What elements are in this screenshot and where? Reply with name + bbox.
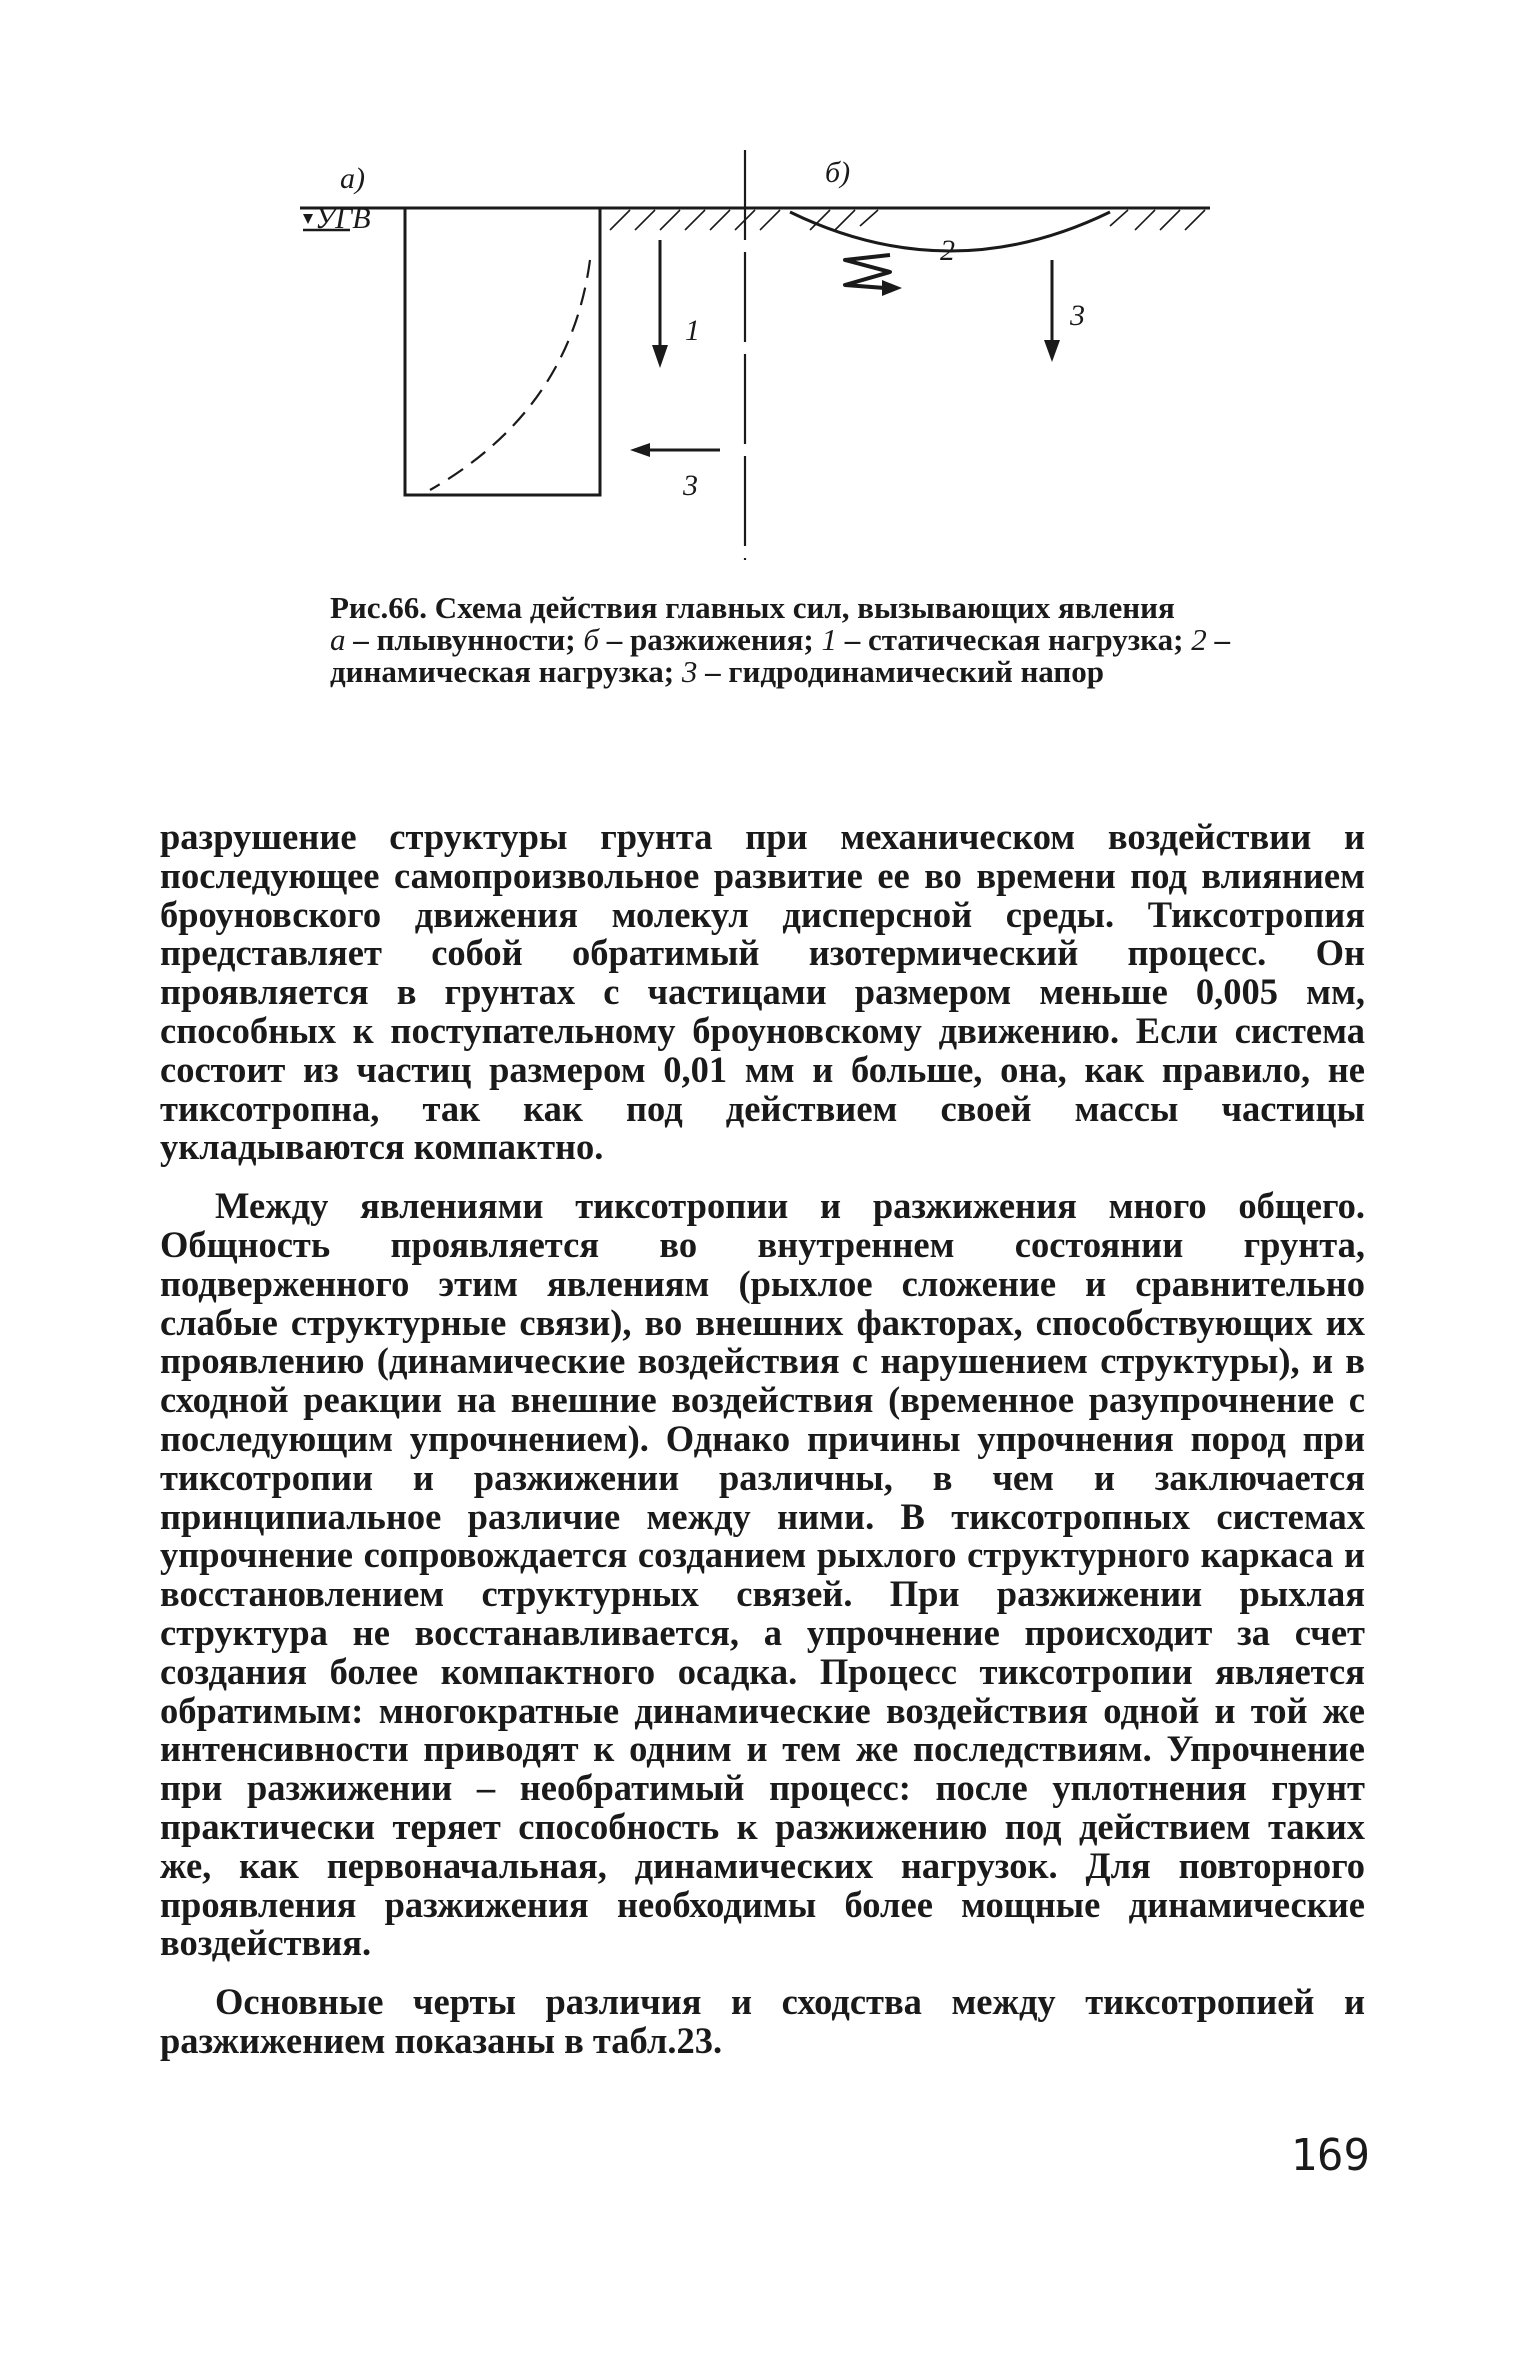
figure-66 — [290, 140, 1240, 560]
arrow-2-icon — [882, 280, 902, 296]
water-level-icon — [303, 214, 313, 224]
arrow-1-label: 1 — [685, 314, 700, 347]
pit-outline — [405, 208, 600, 495]
arrow-3-left-icon — [630, 443, 650, 457]
figure-caption — [330, 592, 1230, 688]
legend-3-text: – гидродинамический напор — [705, 654, 1104, 689]
slip-surface-curve — [430, 260, 590, 490]
figure-diagram — [290, 140, 1240, 560]
paragraph-table-reference: Основные черты различия и сходства между тиксотропией и разжижением показаны в табл.23. — [160, 1981, 1365, 2061]
legend-a-text: – плывунности; — [353, 622, 576, 657]
page-number: 169 — [1290, 2130, 1370, 2181]
caption-title: Рис.66. Схема действия главных сил, вызывающих явления — [330, 590, 1175, 625]
arrow-1-icon — [652, 345, 668, 368]
ugv-label: УГВ — [315, 202, 371, 235]
legend-2-number: 2 — [1191, 622, 1207, 657]
arrow-3-right-icon — [1044, 340, 1060, 362]
legend-1-number: 1 — [821, 622, 837, 657]
arrow-2-label: 2 — [940, 234, 955, 267]
soil-hatching — [610, 210, 1205, 230]
figure-label-a: а) — [340, 162, 365, 195]
arrow-3-right-label: 3 — [1070, 299, 1085, 332]
legend-2-text: – динамическая нагрузка; — [330, 622, 1230, 689]
legend-1-text: – статическая нагрузка; — [844, 622, 1184, 657]
legend-3-number: 3 — [681, 654, 698, 689]
caption-legend — [330, 624, 1230, 688]
figure-label-b: б) — [825, 156, 851, 189]
body-text — [160, 818, 1365, 2081]
legend-b-text: – разжижения; — [606, 622, 814, 657]
legend-b-letter: б — [583, 622, 599, 657]
arrow-3-left-label: 3 — [683, 469, 698, 502]
legend-a-letter: а — [330, 622, 346, 657]
paragraph-continued: разрушение структуры грунта при механическом воздействии и последующее самопроизвольное развитие ее во времени под влиянием броуновского движения молекул дисперсной среды. Тиксотропия представляет собой обратимый изотермический процесс. Он проявляется в грунтах с частицами размером меньше 0,005 мм, способных к поступательному броуновскому движению. Если система состоит из частиц размером 0,01 мм и больше, она, как правило, не тиксотропна, так как под действием своей массы частицы укладываются компактно. — [160, 816, 1365, 1168]
paragraph-thixotropy-liquefaction: Между явлениями тиксотропии и разжижения много общего. Общность проявляется во внутреннем состоянии грунта, подверженного этим явлениям (рыхлое сложение и сравнительно слабые структурные связи), во внешних факторах, способствующих их проявлению (динамические воздействия с нарушением структуры), и в сходной реакции на внешние воздействия (временное разупрочнение с последующим упрочнением). Однако причины упрочнения пород при тиксотропии и разжижении различны, в чем и заключается принципиальное различие между ними. В тиксотропных системах упрочнение сопровождается созданием рыхлого структурного каркаса и восстановлением структурных связей. При разжижении рыхлая структура не восстанавливается, а упрочнение происходит за счет создания более компактного осадка. Процесс тиксотропии является обратимым: многократные динамические воздействия одной и той же интенсивности приводят к одним и тем же последствиям. Упрочнение при разжижении – необратимый процесс: после уплотнения грунт практически теряет способность к разжижению под действием таких же, как первоначальная, динамических нагрузок. Для повторного проявления разжижения необходимы более мощные динамические воздействия. — [160, 1185, 1365, 1964]
